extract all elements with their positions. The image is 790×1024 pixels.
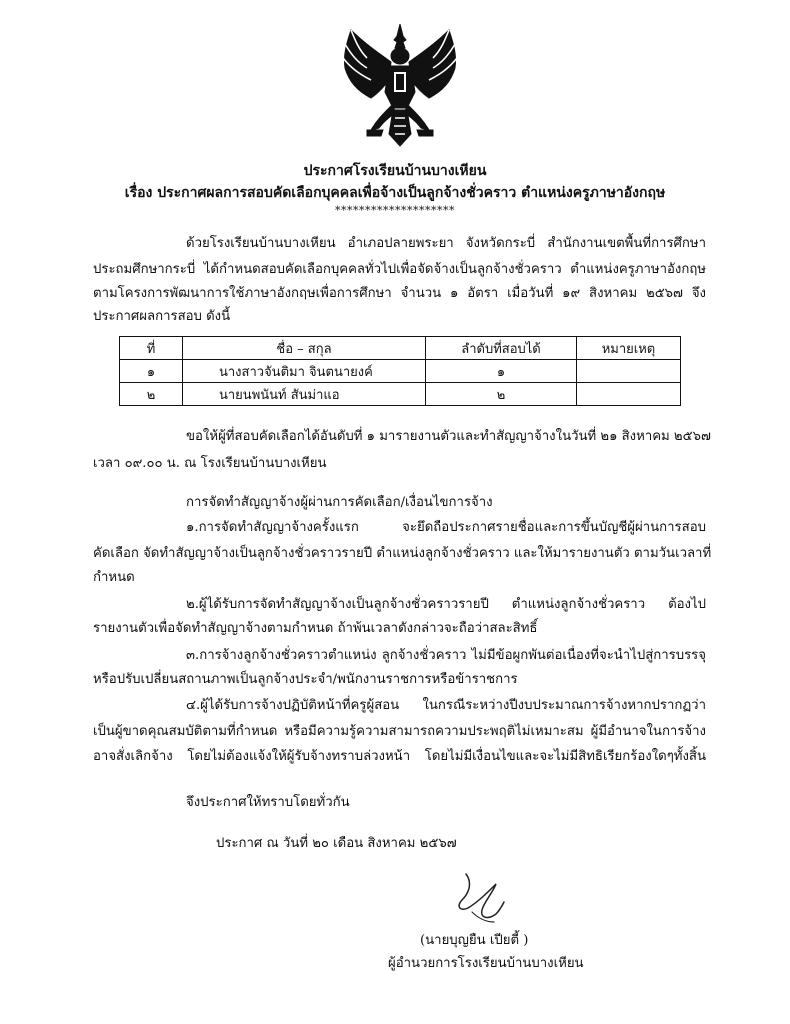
intro-line-2: ประถมศึกษากระบี่ ได้กำหนดสอบคัดเลือกบุคคลทั่วไปเพื่อจัดจ้างเป็นลูกจ้างชั่วคราว ตำแหน่งครูภาษาอังกฤษ [93, 262, 706, 277]
cell-note [577, 360, 681, 383]
report-line-1: ขอให้ผู้ที่สอบคัดเลือกได้อันดับที่ ๑ มารายงานตัวและทำสัญญาจ้างในวันที่ ๒๑ สิงหาคม ๒๕๖๗ [186, 429, 711, 444]
condition-1-line-1: ๑.การจัดทำสัญญาจ้างครั้งแรก จะยึดถือประกาศรายชื่อและการขึ้นบัญชีผู้ผ่านการสอบ [186, 520, 706, 535]
cell-no: ๑ [120, 360, 183, 383]
announcement-title: ประกาศโรงเรียนบ้านบางเหียน [303, 163, 487, 179]
condition-4-line-3: อาจสั่งเลิกจ้าง โดยไม่ต้องแจ้งให้ผู้รับจ้างทราบล่วงหน้า โดยไม่มีเงื่อนไขและจะไม่มีสิทธิเรียกร้องใดๆทั้งสิ้น [93, 749, 706, 764]
conditions-heading: การจัดทำสัญญาจ้างผู้ผ่านการคัดเลือก/เงื่อนไขการจ้าง [186, 495, 493, 510]
garuda-emblem-icon [337, 22, 463, 150]
table-row [120, 360, 681, 383]
col-header-rank: ลำดับที่สอบได้ [426, 337, 577, 360]
condition-2-line-1: ๒.ผู้ได้รับการจัดทำสัญญาจ้างเป็นลูกจ้างชั่วคราวรายปี ตำแหน่งลูกจ้างชั่วคราว ต้องไป [186, 597, 706, 612]
cell-name: นายนพนันท์ สันม่าแอ [183, 383, 426, 406]
signer-name: (นายบุญยืน เปียตี้ ) [420, 933, 529, 948]
announcement-subject: เรื่อง ประกาศผลการสอบคัดเลือกบุคคลเพื่อจ้างเป็นลูกจ้างชั่วคราว ตำแหน่งครูภาษาอังกฤษ [124, 185, 666, 201]
condition-1-line-2: คัดเลือก จัดทำสัญญาจ้างเป็นลูกจ้างชั่วคราวรายปี ตำแหน่งลูกจ้างชั่วคราว และให้มารายงานตัว ตามวันเวลาที่ [93, 546, 712, 561]
cell-rank: ๒ [426, 383, 577, 406]
col-header-no: ที่ [120, 337, 183, 360]
condition-4-line-2: เป็นผู้ขาดคุณสมบัติตามที่กำหนด หรือมีความรู้ความสามารถความประพฤติไม่เหมาะสม ผู้มีอำนาจในการจ้าง [93, 724, 706, 739]
condition-2-line-2: รายงานตัวเพื่อจัดทำสัญญาจ้างตามกำหนด ถ้าพ้นเวลาดังกล่าวจะถือว่าสละสิทธิ์ [93, 621, 538, 636]
col-header-note: หมายเหตุ [577, 337, 681, 360]
cell-no: ๒ [120, 383, 183, 406]
intro-line-3: ตามโครงการพัฒนาการใช้ภาษาอังกฤษเพื่อการศึกษา จำนวน ๑ อัตรา เมื่อวันที่ ๑๙ สิงหาคม ๒๕๖๗ จึง [93, 286, 706, 301]
condition-3-line-1: ๓.การจ้างลูกจ้างชั่วคราวตำแหน่ง ลูกจ้างชั่วคราว ไม่มีข้อผูกพันต่อเนื่องที่จะนำไปสู่การบรรจุ [186, 648, 706, 663]
condition-3-line-2: หรือปรับเปลี่ยนสถานภาพเป็นลูกจ้างประจำ/พนักงานราชการหรือข้าราชการ [93, 672, 518, 687]
intro-line-4: ประกาศผลการสอบ ดังนี้ [93, 309, 231, 324]
cell-note [577, 383, 681, 406]
table-row [120, 383, 681, 406]
intro-line-1: ด้วยโรงเรียนบ้านบางเหียน อำเภอปลายพระยา จังหวัดกระบี่ สำนักงานเขตพื้นที่การศึกษา [186, 236, 706, 251]
condition-1-line-3: กำหนด [93, 570, 135, 585]
table-header-row [120, 337, 681, 360]
announcement-date: ประกาศ ณ วันที่ ๒๐ เดือน สิงหาคม ๒๕๖๗ [216, 836, 457, 851]
signature-icon [448, 868, 518, 928]
cell-name: นางสาวจันติมา จินตนายงค์ [183, 360, 426, 383]
report-line-2: เวลา ๐๙.๐๐ น. ณ โรงเรียนบ้านบางเหียน [93, 456, 327, 471]
signer-title: ผู้อำนวยการโรงเรียนบ้านบางเหียน [388, 956, 584, 971]
title-separator: ******************** [335, 204, 455, 217]
closing-announce: จึงประกาศให้ทราบโดยทั่วกัน [186, 795, 350, 810]
cell-rank: ๑ [426, 360, 577, 383]
col-header-name: ชื่อ – สกุล [183, 337, 426, 360]
condition-4-line-1: ๔.ผู้ได้รับการจ้างปฏิบัติหน้าที่ครูผู้สอน ในกรณีระหว่างปีงบประมาณการจ้างหากปรากฏว่า [186, 698, 706, 713]
results-table [119, 336, 681, 406]
